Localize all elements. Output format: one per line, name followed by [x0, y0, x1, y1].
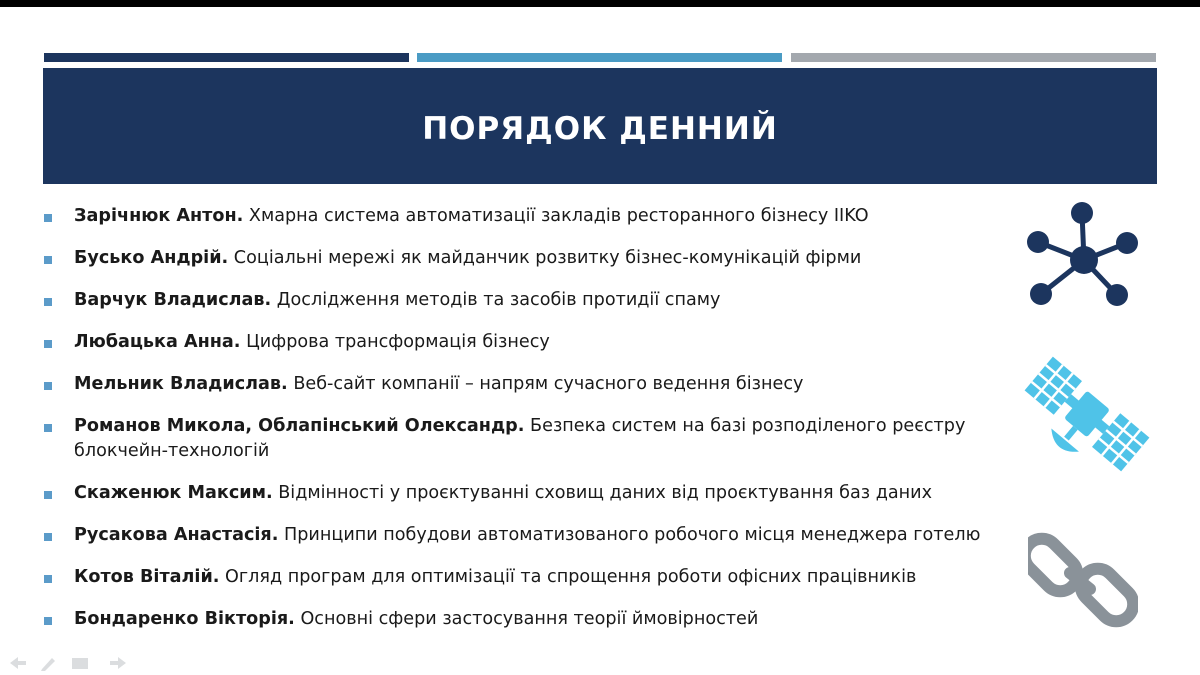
accent-stripe-dark: [44, 53, 409, 62]
bullet-icon: [44, 617, 52, 625]
accent-stripe-blue: [417, 53, 782, 62]
agenda-item: [44, 288, 1004, 313]
slide-nav-controls: [8, 655, 128, 671]
speaker-name: Скаженюк Максим.: [74, 483, 273, 503]
agenda-item: [44, 246, 1004, 271]
talk-topic: Безпека систем на базі розподіленого реєстру блокчейн-технологій: [74, 416, 966, 461]
top-black-bar: [0, 0, 1200, 7]
bullet-icon: [44, 340, 52, 348]
bullet-icon: [44, 575, 52, 583]
talk-topic: Хмарна система автоматизації закладів ресторанного бізнесу IIKO: [248, 206, 869, 226]
accent-stripe-gray: [791, 53, 1156, 62]
speaker-name: Зарічнюк Антон.: [74, 206, 244, 226]
agenda-item: [44, 330, 1004, 355]
agenda-list: [44, 204, 1004, 649]
speaker-name: Бондаренко Вікторія.: [74, 609, 295, 629]
talk-topic: Веб-сайт компанії – напрям сучасного ведення бізнесу: [293, 374, 804, 394]
network-icon: [1022, 200, 1142, 312]
menu-icon[interactable]: [72, 658, 88, 669]
next-slide-icon[interactable]: [110, 657, 126, 669]
pen-icon[interactable]: [41, 658, 55, 671]
slide-title: ПОРЯДОК ДЕННИЙ: [422, 110, 778, 147]
bullet-icon: [44, 256, 52, 264]
talk-topic: Цифрова трансформація бізнесу: [246, 332, 550, 352]
agenda-item: [44, 204, 1004, 229]
talk-topic: Відмінності у проєктуванні сховищ даних від проєктування баз даних: [278, 483, 933, 503]
chain-link-icon: [1028, 525, 1138, 635]
talk-topic: Соціальні мережі як майданчик розвитку бізнес-комунікацій фірми: [233, 248, 862, 268]
talk-topic: Принципи побудови автоматизованого робочого місця менеджера готелю: [284, 525, 981, 545]
bullet-icon: [44, 533, 52, 541]
prev-slide-icon[interactable]: [10, 657, 26, 669]
speaker-name: Котов Віталій.: [74, 567, 220, 587]
bullet-icon: [44, 298, 52, 306]
agenda-item: [44, 523, 1004, 548]
bullet-icon: [44, 382, 52, 390]
speaker-name: Романов Микола, Облапінський Олександр.: [74, 416, 525, 436]
talk-topic: Дослідження методів та засобів протидії спаму: [276, 290, 721, 310]
agenda-item: [44, 372, 1004, 397]
speaker-name: Любацька Анна.: [74, 332, 241, 352]
speaker-name: Бусько Андрій.: [74, 248, 229, 268]
bullet-icon: [44, 214, 52, 222]
speaker-name: Русакова Анастасія.: [74, 525, 279, 545]
agenda-item: [44, 481, 1004, 506]
bullet-icon: [44, 491, 52, 499]
title-band: [43, 68, 1157, 184]
satellite-icon: [1022, 352, 1152, 477]
talk-topic: Основні сфери застосування теорії ймовірностей: [300, 609, 759, 629]
talk-topic: Огляд програм для оптимізації та спрощення роботи офісних працівників: [225, 567, 917, 587]
speaker-name: Варчук Владислав.: [74, 290, 272, 310]
agenda-item: [44, 414, 1004, 464]
agenda-item: [44, 565, 1004, 590]
bullet-icon: [44, 424, 52, 432]
agenda-item: [44, 607, 1004, 632]
speaker-name: Мельник Владислав.: [74, 374, 288, 394]
